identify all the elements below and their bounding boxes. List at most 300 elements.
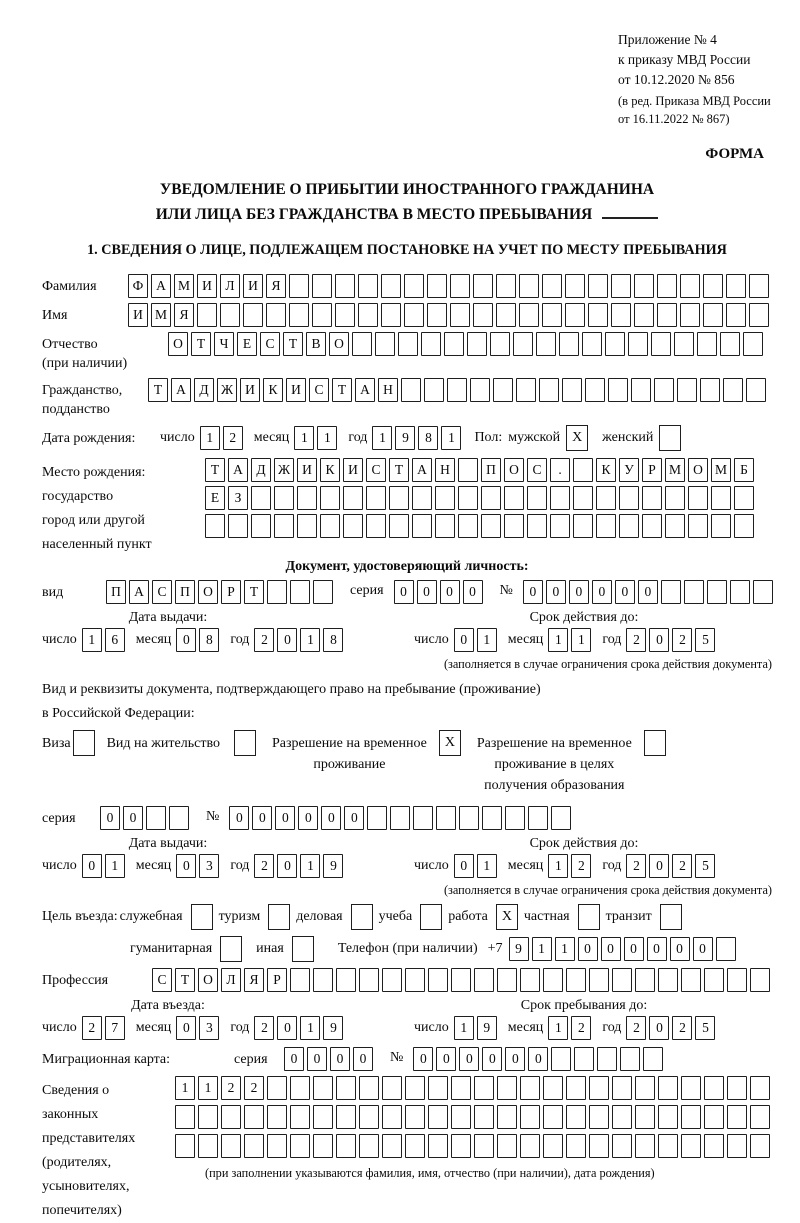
char-cell[interactable]: 0 bbox=[284, 1047, 304, 1071]
char-cell[interactable] bbox=[520, 1105, 540, 1129]
char-cell[interactable]: Т bbox=[389, 458, 409, 482]
char-cell[interactable] bbox=[497, 1105, 517, 1129]
char-cell[interactable] bbox=[146, 806, 166, 830]
char-cell[interactable] bbox=[312, 303, 332, 327]
date-cell-year[interactable]: 0 bbox=[649, 1016, 669, 1040]
char-cell[interactable] bbox=[643, 1047, 663, 1071]
char-cell[interactable] bbox=[504, 486, 524, 510]
char-cell[interactable]: У bbox=[619, 458, 639, 482]
date-cell-month[interactable]: 8 bbox=[199, 628, 219, 652]
char-cell[interactable]: 0 bbox=[307, 1047, 327, 1071]
char-cell[interactable]: 2 bbox=[221, 1076, 241, 1100]
char-cell[interactable]: С bbox=[152, 580, 172, 604]
date-cell-month[interactable]: 3 bbox=[199, 854, 219, 878]
char-cell[interactable] bbox=[704, 1134, 724, 1158]
char-cell[interactable] bbox=[481, 514, 501, 538]
char-cell[interactable] bbox=[297, 514, 317, 538]
char-cell[interactable] bbox=[359, 1076, 379, 1100]
char-cell[interactable] bbox=[750, 1105, 770, 1129]
char-cell[interactable]: С bbox=[366, 458, 386, 482]
char-cell[interactable]: Л bbox=[220, 274, 240, 298]
char-cell[interactable] bbox=[605, 332, 625, 356]
char-cell[interactable] bbox=[688, 486, 708, 510]
char-cell[interactable] bbox=[658, 1134, 678, 1158]
char-cell[interactable]: 0 bbox=[482, 1047, 502, 1071]
char-cell[interactable] bbox=[588, 274, 608, 298]
purpose-tourism-checkbox[interactable] bbox=[268, 904, 290, 930]
char-cell[interactable] bbox=[169, 806, 189, 830]
char-cell[interactable]: О bbox=[198, 580, 218, 604]
char-cell[interactable] bbox=[562, 378, 582, 402]
char-cell[interactable] bbox=[753, 580, 773, 604]
char-cell[interactable]: 0 bbox=[505, 1047, 525, 1071]
date-cell-day[interactable]: 1 bbox=[477, 628, 497, 652]
char-cell[interactable]: 0 bbox=[417, 580, 437, 604]
char-cell[interactable] bbox=[467, 332, 487, 356]
char-cell[interactable] bbox=[628, 332, 648, 356]
char-cell[interactable] bbox=[596, 486, 616, 510]
char-cell[interactable] bbox=[290, 580, 310, 604]
date-cell-month[interactable]: 3 bbox=[199, 1016, 219, 1040]
char-cell[interactable] bbox=[266, 303, 286, 327]
char-cell[interactable] bbox=[543, 1076, 563, 1100]
char-cell[interactable] bbox=[274, 486, 294, 510]
char-cell[interactable] bbox=[290, 968, 310, 992]
char-cell[interactable] bbox=[750, 968, 770, 992]
date-cell-month[interactable]: 1 bbox=[548, 628, 568, 652]
char-cell[interactable] bbox=[458, 458, 478, 482]
char-cell[interactable] bbox=[513, 332, 533, 356]
char-cell[interactable] bbox=[588, 303, 608, 327]
date-cell-day[interactable]: 2 bbox=[82, 1016, 102, 1040]
char-cell[interactable] bbox=[536, 332, 556, 356]
char-cell[interactable]: 0 bbox=[298, 806, 318, 830]
char-cell[interactable] bbox=[244, 1134, 264, 1158]
char-cell[interactable] bbox=[274, 514, 294, 538]
char-cell[interactable] bbox=[375, 332, 395, 356]
char-cell[interactable] bbox=[654, 378, 674, 402]
date-cell-day[interactable]: 9 bbox=[477, 1016, 497, 1040]
char-cell[interactable] bbox=[674, 332, 694, 356]
char-cell[interactable] bbox=[428, 1076, 448, 1100]
char-cell[interactable]: 0 bbox=[321, 806, 341, 830]
char-cell[interactable]: 2 bbox=[244, 1076, 264, 1100]
char-cell[interactable] bbox=[221, 1134, 241, 1158]
char-cell[interactable] bbox=[519, 274, 539, 298]
date-cell-month[interactable]: 2 bbox=[571, 1016, 591, 1040]
char-cell[interactable] bbox=[450, 274, 470, 298]
char-cell[interactable] bbox=[726, 303, 746, 327]
date-cell-year[interactable]: 0 bbox=[277, 1016, 297, 1040]
char-cell[interactable] bbox=[320, 514, 340, 538]
char-cell[interactable] bbox=[444, 332, 464, 356]
char-cell[interactable] bbox=[198, 1105, 218, 1129]
date-cell-year[interactable]: 2 bbox=[672, 854, 692, 878]
char-cell[interactable]: Н bbox=[435, 458, 455, 482]
date-cell-day[interactable]: 0 bbox=[82, 854, 102, 878]
char-cell[interactable]: 0 bbox=[459, 1047, 479, 1071]
char-cell[interactable] bbox=[496, 303, 516, 327]
char-cell[interactable]: 1 bbox=[198, 1076, 218, 1100]
char-cell[interactable] bbox=[312, 274, 332, 298]
char-cell[interactable] bbox=[573, 486, 593, 510]
char-cell[interactable] bbox=[750, 1076, 770, 1100]
char-cell[interactable]: К bbox=[596, 458, 616, 482]
char-cell[interactable] bbox=[566, 1134, 586, 1158]
char-cell[interactable] bbox=[574, 1047, 594, 1071]
char-cell[interactable]: К bbox=[263, 378, 283, 402]
char-cell[interactable]: О bbox=[329, 332, 349, 356]
char-cell[interactable]: 0 bbox=[592, 580, 612, 604]
char-cell[interactable]: 1 bbox=[532, 937, 552, 961]
char-cell[interactable]: М bbox=[711, 458, 731, 482]
char-cell[interactable]: О bbox=[504, 458, 524, 482]
char-cell[interactable] bbox=[405, 1134, 425, 1158]
char-cell[interactable] bbox=[566, 968, 586, 992]
char-cell[interactable] bbox=[405, 1076, 425, 1100]
char-cell[interactable] bbox=[497, 1134, 517, 1158]
char-cell[interactable]: 0 bbox=[528, 1047, 548, 1071]
char-cell[interactable] bbox=[551, 806, 571, 830]
char-cell[interactable]: 0 bbox=[523, 580, 543, 604]
char-cell[interactable] bbox=[688, 514, 708, 538]
date-cell-month[interactable]: 1 bbox=[548, 854, 568, 878]
date-cell-year[interactable]: 2 bbox=[626, 854, 646, 878]
char-cell[interactable] bbox=[267, 1076, 287, 1100]
char-cell[interactable] bbox=[634, 303, 654, 327]
char-cell[interactable] bbox=[175, 1105, 195, 1129]
char-cell[interactable]: Р bbox=[642, 458, 662, 482]
char-cell[interactable] bbox=[551, 1047, 571, 1071]
char-cell[interactable] bbox=[665, 486, 685, 510]
char-cell[interactable]: С bbox=[309, 378, 329, 402]
date-cell-year[interactable]: 9 bbox=[323, 1016, 343, 1040]
char-cell[interactable]: 0 bbox=[638, 580, 658, 604]
char-cell[interactable] bbox=[716, 937, 736, 961]
date-cell-year[interactable]: 1 bbox=[300, 854, 320, 878]
date-cell-month[interactable]: 1 bbox=[571, 628, 591, 652]
char-cell[interactable] bbox=[352, 332, 372, 356]
date-cell-month[interactable]: 0 bbox=[176, 854, 196, 878]
char-cell[interactable] bbox=[516, 378, 536, 402]
char-cell[interactable] bbox=[608, 378, 628, 402]
date-cell-year[interactable]: 8 bbox=[323, 628, 343, 652]
char-cell[interactable]: 0 bbox=[252, 806, 272, 830]
char-cell[interactable]: 0 bbox=[394, 580, 414, 604]
char-cell[interactable] bbox=[681, 1076, 701, 1100]
char-cell[interactable] bbox=[658, 1076, 678, 1100]
date-cell-day[interactable]: 1 bbox=[477, 854, 497, 878]
char-cell[interactable] bbox=[389, 486, 409, 510]
char-cell[interactable] bbox=[343, 514, 363, 538]
char-cell[interactable]: Ж bbox=[217, 378, 237, 402]
char-cell[interactable] bbox=[612, 1134, 632, 1158]
char-cell[interactable]: 0 bbox=[615, 580, 635, 604]
char-cell[interactable]: Н bbox=[378, 378, 398, 402]
char-cell[interactable] bbox=[290, 1105, 310, 1129]
char-cell[interactable] bbox=[197, 303, 217, 327]
char-cell[interactable]: Т bbox=[175, 968, 195, 992]
char-cell[interactable] bbox=[290, 1076, 310, 1100]
date-cell-year[interactable]: 1 bbox=[441, 426, 461, 450]
purpose-private-checkbox[interactable] bbox=[578, 904, 600, 930]
char-cell[interactable] bbox=[447, 378, 467, 402]
char-cell[interactable] bbox=[520, 968, 540, 992]
date-cell-day[interactable]: 1 bbox=[200, 426, 220, 450]
char-cell[interactable]: Р bbox=[221, 580, 241, 604]
char-cell[interactable] bbox=[497, 968, 517, 992]
char-cell[interactable]: 0 bbox=[624, 937, 644, 961]
temporary-residence-education-checkbox[interactable] bbox=[644, 730, 666, 756]
char-cell[interactable]: П bbox=[106, 580, 126, 604]
char-cell[interactable] bbox=[459, 806, 479, 830]
char-cell[interactable] bbox=[251, 514, 271, 538]
char-cell[interactable] bbox=[313, 1134, 333, 1158]
char-cell[interactable]: 0 bbox=[546, 580, 566, 604]
date-cell-year[interactable]: 2 bbox=[672, 1016, 692, 1040]
char-cell[interactable]: 0 bbox=[344, 806, 364, 830]
char-cell[interactable]: С bbox=[152, 968, 172, 992]
char-cell[interactable] bbox=[611, 303, 631, 327]
char-cell[interactable] bbox=[665, 514, 685, 538]
char-cell[interactable] bbox=[559, 332, 579, 356]
char-cell[interactable] bbox=[573, 458, 593, 482]
date-cell-day[interactable]: 1 bbox=[105, 854, 125, 878]
char-cell[interactable]: М bbox=[174, 274, 194, 298]
char-cell[interactable] bbox=[359, 968, 379, 992]
char-cell[interactable]: Ф bbox=[128, 274, 148, 298]
char-cell[interactable]: 0 bbox=[353, 1047, 373, 1071]
char-cell[interactable]: Е bbox=[237, 332, 257, 356]
char-cell[interactable] bbox=[651, 332, 671, 356]
char-cell[interactable] bbox=[404, 303, 424, 327]
date-cell-month[interactable]: 0 bbox=[176, 1016, 196, 1040]
char-cell[interactable] bbox=[404, 274, 424, 298]
char-cell[interactable] bbox=[749, 303, 769, 327]
date-cell-year[interactable]: 5 bbox=[695, 854, 715, 878]
purpose-work-checkbox[interactable]: X bbox=[496, 904, 518, 930]
char-cell[interactable] bbox=[474, 1105, 494, 1129]
char-cell[interactable] bbox=[703, 274, 723, 298]
char-cell[interactable] bbox=[661, 580, 681, 604]
char-cell[interactable] bbox=[390, 806, 410, 830]
sex-female-checkbox[interactable] bbox=[659, 425, 681, 451]
char-cell[interactable]: И bbox=[286, 378, 306, 402]
char-cell[interactable] bbox=[244, 1105, 264, 1129]
char-cell[interactable] bbox=[220, 303, 240, 327]
char-cell[interactable] bbox=[635, 968, 655, 992]
char-cell[interactable]: 0 bbox=[100, 806, 120, 830]
char-cell[interactable] bbox=[389, 514, 409, 538]
char-cell[interactable] bbox=[597, 1047, 617, 1071]
visa-checkbox[interactable] bbox=[73, 730, 95, 756]
char-cell[interactable]: Б bbox=[734, 458, 754, 482]
char-cell[interactable]: Т bbox=[244, 580, 264, 604]
char-cell[interactable] bbox=[727, 1134, 747, 1158]
char-cell[interactable] bbox=[612, 1105, 632, 1129]
char-cell[interactable]: Ж bbox=[274, 458, 294, 482]
char-cell[interactable] bbox=[421, 332, 441, 356]
char-cell[interactable] bbox=[589, 968, 609, 992]
date-cell-year[interactable]: 2 bbox=[626, 1016, 646, 1040]
char-cell[interactable] bbox=[458, 486, 478, 510]
char-cell[interactable] bbox=[684, 580, 704, 604]
char-cell[interactable] bbox=[458, 514, 478, 538]
char-cell[interactable] bbox=[267, 580, 287, 604]
char-cell[interactable]: К bbox=[320, 458, 340, 482]
char-cell[interactable] bbox=[289, 274, 309, 298]
char-cell[interactable]: 0 bbox=[569, 580, 589, 604]
char-cell[interactable] bbox=[366, 486, 386, 510]
char-cell[interactable] bbox=[198, 1134, 218, 1158]
char-cell[interactable]: И bbox=[297, 458, 317, 482]
char-cell[interactable] bbox=[428, 1105, 448, 1129]
char-cell[interactable] bbox=[435, 514, 455, 538]
char-cell[interactable]: С bbox=[260, 332, 280, 356]
sex-male-checkbox[interactable]: X bbox=[566, 425, 588, 451]
char-cell[interactable]: С bbox=[527, 458, 547, 482]
char-cell[interactable] bbox=[474, 1134, 494, 1158]
char-cell[interactable]: Т bbox=[283, 332, 303, 356]
char-cell[interactable] bbox=[539, 378, 559, 402]
char-cell[interactable] bbox=[565, 274, 585, 298]
char-cell[interactable] bbox=[267, 1134, 287, 1158]
date-cell-month[interactable]: 1 bbox=[317, 426, 337, 450]
char-cell[interactable] bbox=[657, 274, 677, 298]
char-cell[interactable] bbox=[707, 580, 727, 604]
char-cell[interactable] bbox=[473, 274, 493, 298]
char-cell[interactable] bbox=[451, 1134, 471, 1158]
char-cell[interactable] bbox=[313, 1076, 333, 1100]
char-cell[interactable] bbox=[504, 514, 524, 538]
char-cell[interactable]: 0 bbox=[436, 1047, 456, 1071]
char-cell[interactable] bbox=[720, 332, 740, 356]
char-cell[interactable] bbox=[550, 514, 570, 538]
char-cell[interactable]: А bbox=[412, 458, 432, 482]
char-cell[interactable] bbox=[631, 378, 651, 402]
char-cell[interactable] bbox=[267, 1105, 287, 1129]
char-cell[interactable] bbox=[335, 303, 355, 327]
char-cell[interactable] bbox=[382, 1134, 402, 1158]
char-cell[interactable] bbox=[451, 1105, 471, 1129]
char-cell[interactable] bbox=[519, 303, 539, 327]
temporary-residence-checkbox[interactable]: X bbox=[439, 730, 461, 756]
char-cell[interactable] bbox=[412, 514, 432, 538]
char-cell[interactable] bbox=[749, 274, 769, 298]
purpose-transit-checkbox[interactable] bbox=[660, 904, 682, 930]
char-cell[interactable] bbox=[612, 968, 632, 992]
char-cell[interactable]: Ч bbox=[214, 332, 234, 356]
char-cell[interactable]: В bbox=[306, 332, 326, 356]
char-cell[interactable] bbox=[366, 514, 386, 538]
char-cell[interactable] bbox=[727, 1105, 747, 1129]
date-cell-day[interactable]: 2 bbox=[223, 426, 243, 450]
date-cell-day[interactable]: 0 bbox=[454, 854, 474, 878]
char-cell[interactable] bbox=[297, 486, 317, 510]
char-cell[interactable] bbox=[450, 303, 470, 327]
char-cell[interactable] bbox=[436, 806, 456, 830]
char-cell[interactable] bbox=[723, 378, 743, 402]
date-cell-day[interactable]: 1 bbox=[454, 1016, 474, 1040]
char-cell[interactable] bbox=[481, 486, 501, 510]
char-cell[interactable]: М bbox=[665, 458, 685, 482]
char-cell[interactable] bbox=[697, 332, 717, 356]
char-cell[interactable]: 0 bbox=[440, 580, 460, 604]
char-cell[interactable] bbox=[490, 332, 510, 356]
char-cell[interactable]: 1 bbox=[555, 937, 575, 961]
char-cell[interactable] bbox=[435, 486, 455, 510]
char-cell[interactable]: 0 bbox=[647, 937, 667, 961]
char-cell[interactable] bbox=[542, 274, 562, 298]
char-cell[interactable]: Я bbox=[266, 274, 286, 298]
char-cell[interactable] bbox=[405, 1105, 425, 1129]
char-cell[interactable] bbox=[228, 514, 248, 538]
char-cell[interactable] bbox=[585, 378, 605, 402]
char-cell[interactable]: И bbox=[240, 378, 260, 402]
char-cell[interactable]: Я bbox=[244, 968, 264, 992]
date-cell-year[interactable]: 2 bbox=[254, 854, 274, 878]
char-cell[interactable] bbox=[412, 486, 432, 510]
char-cell[interactable] bbox=[704, 968, 724, 992]
char-cell[interactable] bbox=[565, 303, 585, 327]
purpose-other-checkbox[interactable] bbox=[292, 936, 314, 962]
char-cell[interactable] bbox=[566, 1105, 586, 1129]
char-cell[interactable] bbox=[251, 486, 271, 510]
char-cell[interactable]: 0 bbox=[670, 937, 690, 961]
date-cell-year[interactable]: 8 bbox=[418, 426, 438, 450]
char-cell[interactable] bbox=[367, 806, 387, 830]
char-cell[interactable] bbox=[473, 303, 493, 327]
char-cell[interactable] bbox=[589, 1076, 609, 1100]
char-cell[interactable]: 0 bbox=[693, 937, 713, 961]
char-cell[interactable] bbox=[313, 580, 333, 604]
char-cell[interactable] bbox=[313, 968, 333, 992]
char-cell[interactable] bbox=[520, 1134, 540, 1158]
char-cell[interactable] bbox=[343, 486, 363, 510]
date-cell-day[interactable]: 1 bbox=[82, 628, 102, 652]
date-cell-year[interactable]: 1 bbox=[300, 628, 320, 652]
date-cell-month[interactable]: 0 bbox=[176, 628, 196, 652]
char-cell[interactable] bbox=[619, 514, 639, 538]
char-cell[interactable] bbox=[635, 1134, 655, 1158]
char-cell[interactable] bbox=[424, 378, 444, 402]
char-cell[interactable] bbox=[677, 378, 697, 402]
char-cell[interactable] bbox=[620, 1047, 640, 1071]
date-cell-month[interactable]: 2 bbox=[571, 854, 591, 878]
char-cell[interactable]: Т bbox=[332, 378, 352, 402]
char-cell[interactable] bbox=[470, 378, 490, 402]
date-cell-year[interactable]: 1 bbox=[300, 1016, 320, 1040]
char-cell[interactable] bbox=[336, 1134, 356, 1158]
date-cell-day[interactable]: 0 bbox=[454, 628, 474, 652]
date-cell-year[interactable]: 0 bbox=[649, 628, 669, 652]
char-cell[interactable]: Е bbox=[205, 486, 225, 510]
char-cell[interactable] bbox=[619, 486, 639, 510]
date-cell-month[interactable]: 1 bbox=[294, 426, 314, 450]
char-cell[interactable] bbox=[734, 514, 754, 538]
char-cell[interactable] bbox=[290, 1134, 310, 1158]
char-cell[interactable] bbox=[428, 968, 448, 992]
char-cell[interactable] bbox=[658, 968, 678, 992]
char-cell[interactable]: П bbox=[481, 458, 501, 482]
date-cell-year[interactable]: 2 bbox=[254, 1016, 274, 1040]
date-cell-year[interactable]: 1 bbox=[372, 426, 392, 450]
char-cell[interactable] bbox=[381, 274, 401, 298]
char-cell[interactable] bbox=[550, 486, 570, 510]
char-cell[interactable] bbox=[542, 303, 562, 327]
date-cell-year[interactable]: 2 bbox=[672, 628, 692, 652]
char-cell[interactable] bbox=[743, 332, 763, 356]
